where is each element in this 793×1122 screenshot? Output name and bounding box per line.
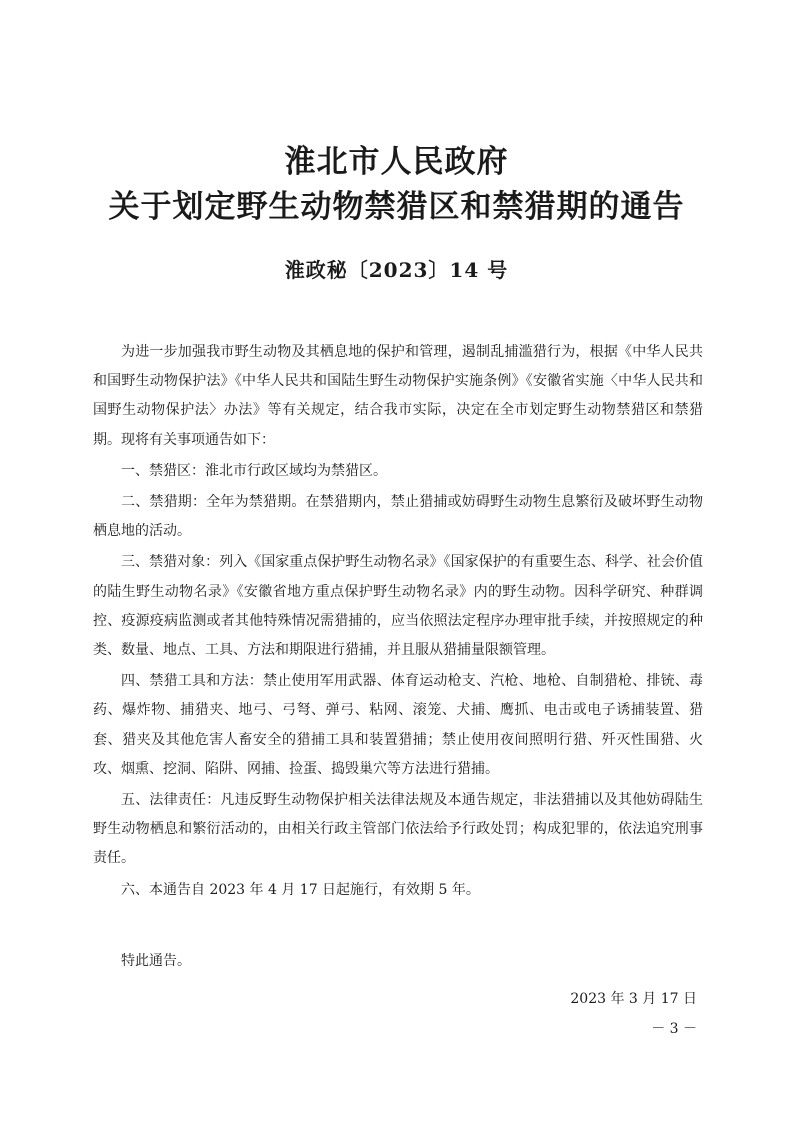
paragraph-item-5: 五、法律责任：凡违反野生动物保护相关法律法规及本通告规定，非法猎捕以及其他妨碍陆生野生动物栖息和繁衍活动的，由相关行政主管部门依法给予行政处罚；构成犯罪的，依法追究刑事责任。 <box>93 792 703 867</box>
paragraph-item-1: 一、禁猎区：淮北市行政区域均为禁猎区。 <box>121 462 387 479</box>
paragraph-item-6: 六、本通告自 2023 年 4 月 17 日起施行，有效期 5 年。 <box>121 881 480 898</box>
page-number: － 3 － <box>651 1021 697 1037</box>
document-body <box>93 338 703 978</box>
closing-statement: 特此通告。 <box>121 952 191 969</box>
title-issuer: 淮北市人民政府 <box>284 144 509 180</box>
paragraph-item-2: 二、禁猎期：全年为禁猎期。在禁猎期内，禁止猎捕或妨碍野生动物生息繁衍及破坏野生动物栖息地的活动。 <box>93 494 703 540</box>
document-number: 淮政秘〔2023〕14 号 <box>284 258 509 282</box>
paragraph-item-3: 三、禁猎对象：列入《国家重点保护野生动物名录》《国家保护的有重要生态、科学、社会价值的陆生野生动物名录》《安徽省地方重点保护野生动物名录》内的野生动物。因科学研究、种群调控、疫源疫病监测或者其他特殊情况需猎捕的，应当依照法定程序办理审批手续，并按照规定的种类、数量、地点、工具、方法和期限进行猎捕，并且服从猎捕量限额管理。 <box>93 554 703 659</box>
title-subject: 关于划定野生动物禁猎区和禁猎期的通告 <box>108 189 685 225</box>
paragraph-item-4: 四、禁猎工具和方法：禁止使用军用武器、体育运动枪支、汽枪、地枪、自制猎枪、排铳、毒药、爆炸物、捕猎夹、地弓、弓弩、弹弓、粘网、滚笼、犬捕、鹰抓、电击或电子诱捕装置、猎套、猎夹及其他危害人畜安全的猎捕工具和装置猎捕；禁止使用夜间照明行猎、歼灭性围猎、火攻、烟熏、挖洞、陷阱、网捕、捡蛋、捣毁巢穴等方法进行猎捕。 <box>93 673 703 777</box>
paragraph-intro: 为进一步加强我市野生动物及其栖息地的保护和管理，遏制乱捕滥猎行为，根据《中华人民共和国野生动物保护法》《中华人民共和国陆生野生动物保护实施条例》《安徽省实施〈中华人民共和国野生动物保护法〉办法》等有关规定，结合我市实际，决定在全市划定野生动物禁猎区和禁猎期。现将有关事项通告如下： <box>93 344 703 448</box>
signature-date: 2023 年 3 月 17 日 <box>570 991 697 1007</box>
